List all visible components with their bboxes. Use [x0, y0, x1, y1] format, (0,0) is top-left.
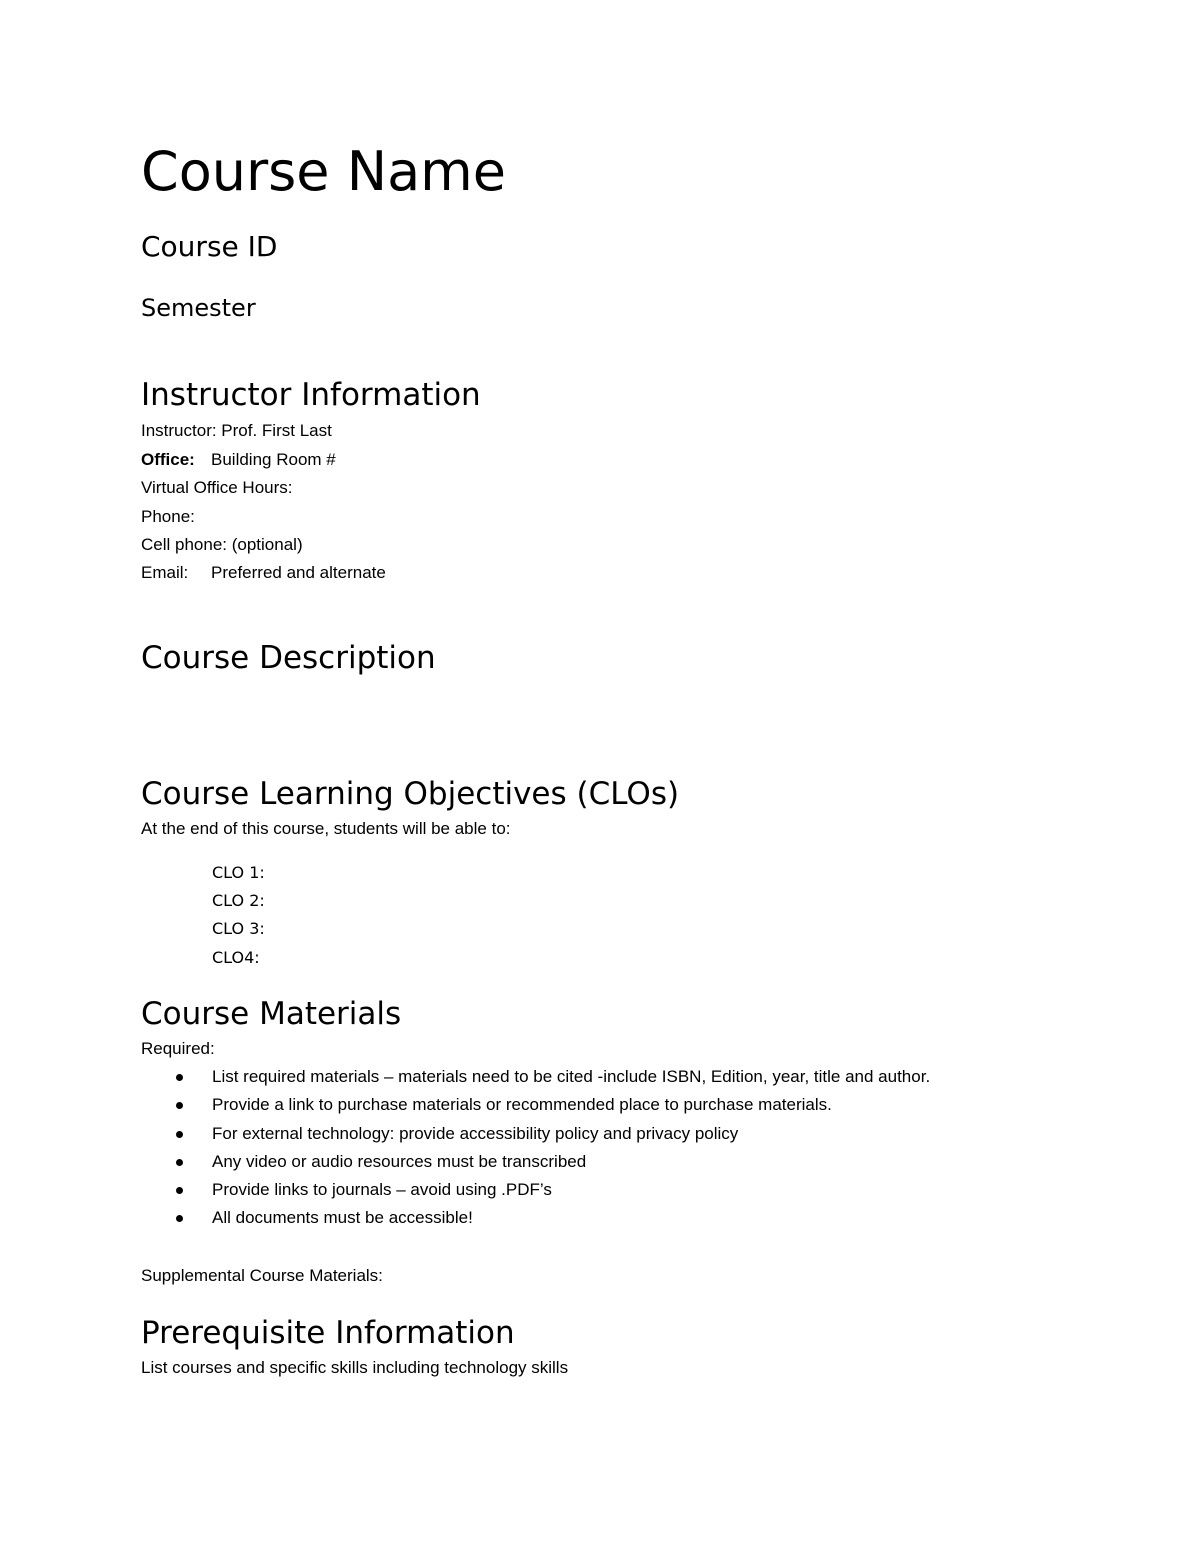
- bullet-icon: [176, 1159, 183, 1166]
- email-label: Email:: [141, 563, 189, 582]
- clo-item: CLO 3:: [212, 919, 265, 938]
- bullet-icon: [176, 1215, 183, 1222]
- virtual-office-hours-line: Virtual Office Hours:: [141, 478, 293, 497]
- required-label: Required:: [141, 1039, 215, 1058]
- instructor-name-line: Instructor: Prof. First Last: [141, 421, 332, 440]
- course-description-heading: Course Description: [141, 640, 436, 676]
- list-item-text: Provide links to journals – avoid using .PDF’s: [212, 1180, 552, 1200]
- list-item-text: All documents must be accessible!: [212, 1208, 473, 1228]
- phone-line: Phone:: [141, 507, 195, 526]
- office-line: [141, 449, 336, 471]
- clo-item: CLO 2:: [212, 891, 265, 910]
- course-name-title: Course Name: [141, 140, 507, 203]
- clo-item: CLO 1:: [212, 863, 265, 882]
- course-learning-objectives-heading: Course Learning Objectives (CLOs): [141, 776, 680, 812]
- list-item-text: Provide a link to purchase materials or recommended place to purchase materials.: [212, 1095, 832, 1115]
- semester-heading: Semester: [141, 294, 256, 322]
- bullet-icon: [176, 1102, 183, 1109]
- course-materials-heading: Course Materials: [141, 996, 402, 1032]
- list-item-text: Any video or audio resources must be transcribed: [212, 1151, 587, 1171]
- course-id-heading: Course ID: [141, 230, 278, 263]
- cell-phone-line: Cell phone: (optional): [141, 535, 303, 554]
- office-value: Building Room #: [211, 450, 336, 469]
- supplemental-materials-label: Supplemental Course Materials:: [141, 1266, 383, 1285]
- office-label: Office:: [141, 450, 195, 469]
- email-value: Preferred and alternate: [211, 563, 386, 582]
- bullet-icon: [176, 1074, 183, 1081]
- prerequisite-information-heading: Prerequisite Information: [141, 1315, 515, 1351]
- clo-item: CLO4:: [212, 948, 260, 967]
- email-line: [141, 562, 386, 584]
- list-item-text: List required materials – materials need to be cited -include ISBN, Edition, year, title and author.: [212, 1067, 931, 1086]
- list-item-text: For external technology: provide accessibility policy and privacy policy: [212, 1123, 739, 1143]
- bullet-icon: [176, 1187, 183, 1194]
- instructor-information-heading: Instructor Information: [141, 377, 481, 413]
- bullet-icon: [176, 1131, 183, 1138]
- prerequisite-text: List courses and specific skills including technology skills: [141, 1358, 569, 1377]
- objectives-intro: At the end of this course, students will be able to:: [141, 819, 511, 838]
